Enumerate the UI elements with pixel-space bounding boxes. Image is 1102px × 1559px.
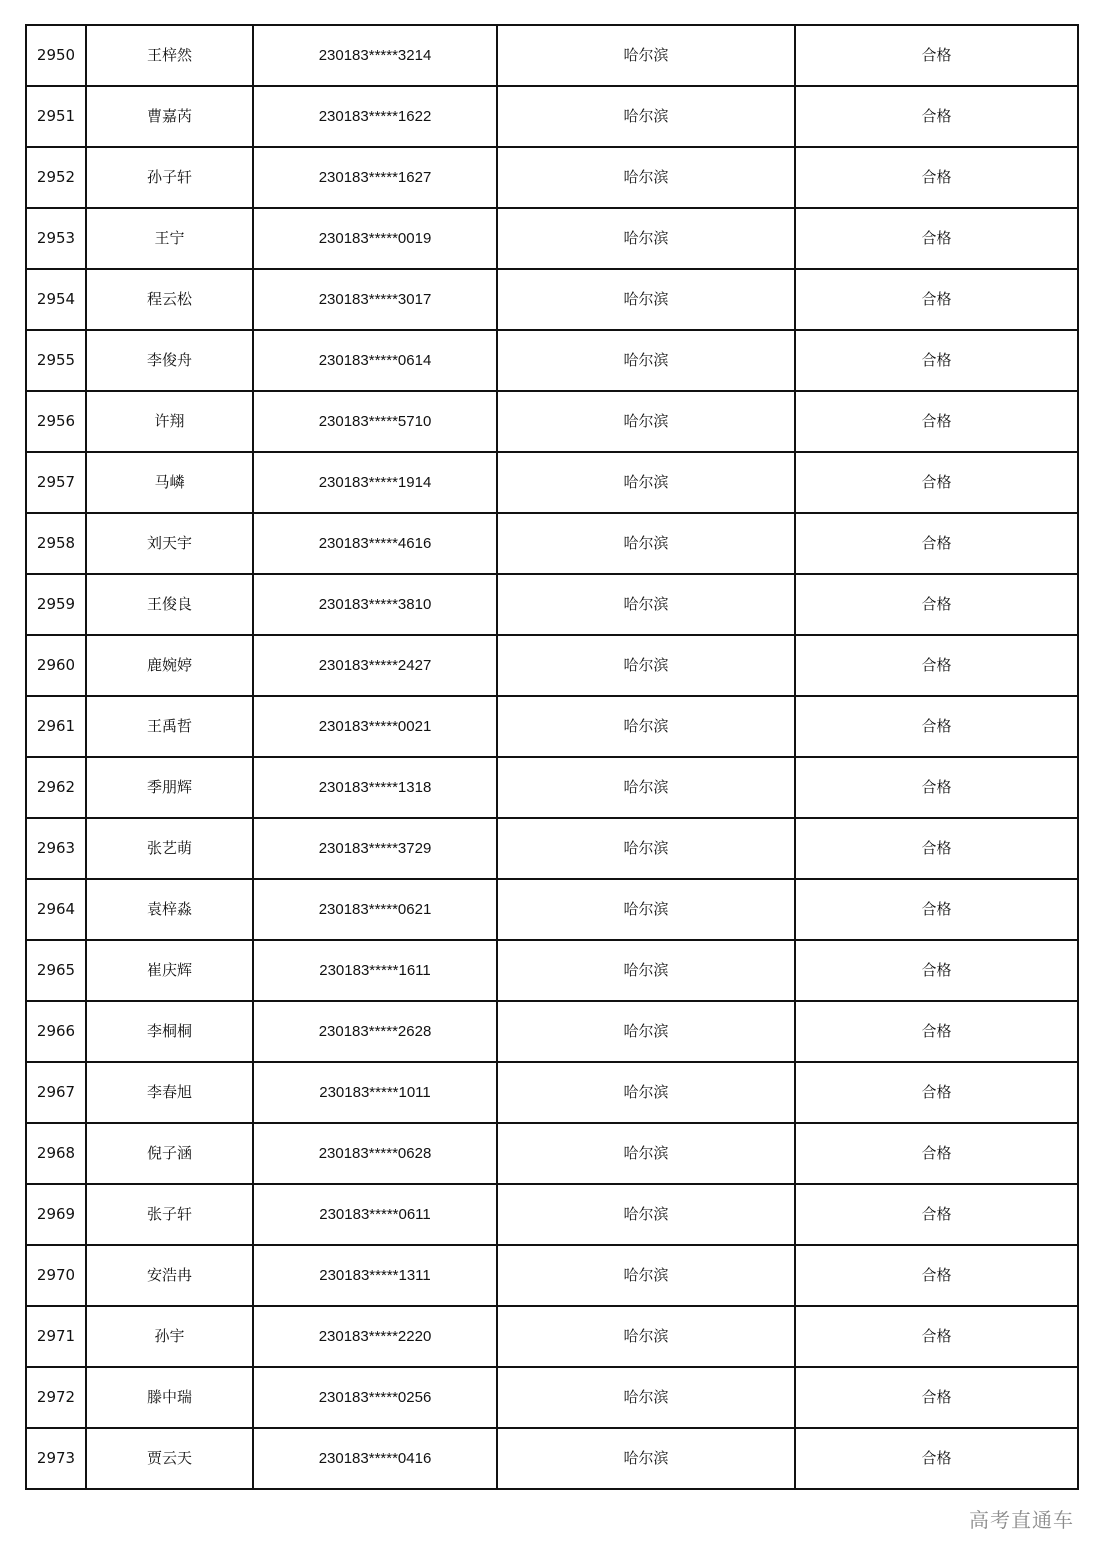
cell-city: 哈尔滨	[497, 147, 795, 208]
cell-number: 2959	[26, 574, 86, 635]
table-row	[26, 86, 1078, 147]
cell-number: 2971	[26, 1306, 86, 1367]
cell-id-number: 230183*****0614	[253, 330, 497, 391]
cell-name: 袁梓淼	[86, 879, 253, 940]
cell-city: 哈尔滨	[497, 635, 795, 696]
cell-name: 李春旭	[86, 1062, 253, 1123]
cell-result: 合格	[795, 330, 1078, 391]
cell-name: 崔庆辉	[86, 940, 253, 1001]
cell-name: 鹿婉婷	[86, 635, 253, 696]
cell-number: 2964	[26, 879, 86, 940]
cell-number: 2969	[26, 1184, 86, 1245]
cell-result: 合格	[795, 1062, 1078, 1123]
cell-name: 王宁	[86, 208, 253, 269]
cell-city: 哈尔滨	[497, 1245, 795, 1306]
cell-city: 哈尔滨	[497, 757, 795, 818]
cell-city: 哈尔滨	[497, 513, 795, 574]
cell-city: 哈尔滨	[497, 1062, 795, 1123]
cell-result: 合格	[795, 1245, 1078, 1306]
cell-result: 合格	[795, 1306, 1078, 1367]
cell-id-number: 230183*****0628	[253, 1123, 497, 1184]
cell-name: 程云松	[86, 269, 253, 330]
cell-number: 2958	[26, 513, 86, 574]
table-row	[26, 1184, 1078, 1245]
cell-number: 2962	[26, 757, 86, 818]
table-row	[26, 1245, 1078, 1306]
table-row	[26, 208, 1078, 269]
cell-id-number: 230183*****0621	[253, 879, 497, 940]
cell-city: 哈尔滨	[497, 25, 795, 86]
cell-name: 李俊舟	[86, 330, 253, 391]
cell-number: 2961	[26, 696, 86, 757]
cell-id-number: 230183*****0256	[253, 1367, 497, 1428]
cell-city: 哈尔滨	[497, 696, 795, 757]
cell-number: 2966	[26, 1001, 86, 1062]
cell-id-number: 230183*****1627	[253, 147, 497, 208]
cell-result: 合格	[795, 757, 1078, 818]
cell-id-number: 230183*****1611	[253, 940, 497, 1001]
table-row	[26, 757, 1078, 818]
cell-name: 季朋辉	[86, 757, 253, 818]
table-row	[26, 574, 1078, 635]
cell-city: 哈尔滨	[497, 86, 795, 147]
cell-result: 合格	[795, 696, 1078, 757]
cell-number: 2967	[26, 1062, 86, 1123]
table-row	[26, 391, 1078, 452]
cell-city: 哈尔滨	[497, 879, 795, 940]
cell-number: 2952	[26, 147, 86, 208]
table-row	[26, 1001, 1078, 1062]
cell-number: 2965	[26, 940, 86, 1001]
cell-number: 2973	[26, 1428, 86, 1489]
cell-result: 合格	[795, 635, 1078, 696]
cell-number: 2968	[26, 1123, 86, 1184]
cell-result: 合格	[795, 1184, 1078, 1245]
cell-number: 2950	[26, 25, 86, 86]
cell-city: 哈尔滨	[497, 1123, 795, 1184]
cell-number: 2972	[26, 1367, 86, 1428]
cell-city: 哈尔滨	[497, 1184, 795, 1245]
cell-number: 2955	[26, 330, 86, 391]
cell-id-number: 230183*****1011	[253, 1062, 497, 1123]
cell-city: 哈尔滨	[497, 1428, 795, 1489]
cell-result: 合格	[795, 208, 1078, 269]
table-row	[26, 696, 1078, 757]
cell-id-number: 230183*****3810	[253, 574, 497, 635]
table-row	[26, 1367, 1078, 1428]
cell-name: 安浩冉	[86, 1245, 253, 1306]
cell-number: 2953	[26, 208, 86, 269]
cell-name: 倪子涵	[86, 1123, 253, 1184]
table-row	[26, 452, 1078, 513]
table-row	[26, 1062, 1078, 1123]
cell-name: 滕中瑞	[86, 1367, 253, 1428]
cell-city: 哈尔滨	[497, 208, 795, 269]
cell-id-number: 230183*****0021	[253, 696, 497, 757]
cell-result: 合格	[795, 391, 1078, 452]
cell-id-number: 230183*****0019	[253, 208, 497, 269]
cell-result: 合格	[795, 86, 1078, 147]
cell-name: 孙子轩	[86, 147, 253, 208]
cell-id-number: 230183*****3017	[253, 269, 497, 330]
cell-result: 合格	[795, 147, 1078, 208]
table-row	[26, 1306, 1078, 1367]
watermark-text: 高考直通车	[969, 1508, 1074, 1532]
cell-city: 哈尔滨	[497, 391, 795, 452]
cell-number: 2960	[26, 635, 86, 696]
cell-name: 张子轩	[86, 1184, 253, 1245]
cell-number: 2951	[26, 86, 86, 147]
cell-id-number: 230183*****1318	[253, 757, 497, 818]
cell-id-number: 230183*****3214	[253, 25, 497, 86]
cell-result: 合格	[795, 574, 1078, 635]
cell-id-number: 230183*****4616	[253, 513, 497, 574]
cell-name: 王禹哲	[86, 696, 253, 757]
cell-result: 合格	[795, 452, 1078, 513]
cell-id-number: 230183*****0611	[253, 1184, 497, 1245]
cell-name: 张艺萌	[86, 818, 253, 879]
cell-name: 曹嘉芮	[86, 86, 253, 147]
cell-result: 合格	[795, 513, 1078, 574]
cell-city: 哈尔滨	[497, 330, 795, 391]
cell-id-number: 230183*****1914	[253, 452, 497, 513]
table-row	[26, 818, 1078, 879]
cell-city: 哈尔滨	[497, 269, 795, 330]
table-row	[26, 940, 1078, 1001]
roster-body	[26, 25, 1078, 1489]
cell-result: 合格	[795, 1428, 1078, 1489]
cell-name: 刘天宇	[86, 513, 253, 574]
cell-id-number: 230183*****0416	[253, 1428, 497, 1489]
table-row	[26, 269, 1078, 330]
cell-number: 2954	[26, 269, 86, 330]
cell-id-number: 230183*****2220	[253, 1306, 497, 1367]
cell-name: 王俊良	[86, 574, 253, 635]
cell-result: 合格	[795, 25, 1078, 86]
cell-result: 合格	[795, 1123, 1078, 1184]
cell-id-number: 230183*****1311	[253, 1245, 497, 1306]
cell-id-number: 230183*****2427	[253, 635, 497, 696]
cell-city: 哈尔滨	[497, 1306, 795, 1367]
cell-city: 哈尔滨	[497, 574, 795, 635]
cell-number: 2963	[26, 818, 86, 879]
cell-name: 贾云天	[86, 1428, 253, 1489]
cell-result: 合格	[795, 1001, 1078, 1062]
cell-result: 合格	[795, 1367, 1078, 1428]
cell-name: 王梓然	[86, 25, 253, 86]
cell-name: 许翔	[86, 391, 253, 452]
cell-city: 哈尔滨	[497, 1001, 795, 1062]
cell-city: 哈尔滨	[497, 940, 795, 1001]
table-row	[26, 635, 1078, 696]
table-row	[26, 879, 1078, 940]
table-row	[26, 147, 1078, 208]
roster-sheet	[25, 24, 1077, 1490]
cell-name: 孙宇	[86, 1306, 253, 1367]
table-row	[26, 513, 1078, 574]
table-row	[26, 1428, 1078, 1489]
cell-result: 合格	[795, 818, 1078, 879]
cell-city: 哈尔滨	[497, 818, 795, 879]
cell-number: 2970	[26, 1245, 86, 1306]
table-row	[26, 25, 1078, 86]
cell-name: 马嶙	[86, 452, 253, 513]
table-row	[26, 1123, 1078, 1184]
cell-name: 李桐桐	[86, 1001, 253, 1062]
cell-number: 2956	[26, 391, 86, 452]
cell-result: 合格	[795, 879, 1078, 940]
cell-id-number: 230183*****3729	[253, 818, 497, 879]
cell-city: 哈尔滨	[497, 452, 795, 513]
cell-id-number: 230183*****1622	[253, 86, 497, 147]
roster-table	[25, 24, 1079, 1490]
cell-result: 合格	[795, 940, 1078, 1001]
cell-number: 2957	[26, 452, 86, 513]
cell-id-number: 230183*****5710	[253, 391, 497, 452]
cell-city: 哈尔滨	[497, 1367, 795, 1428]
cell-result: 合格	[795, 269, 1078, 330]
table-row	[26, 330, 1078, 391]
cell-id-number: 230183*****2628	[253, 1001, 497, 1062]
